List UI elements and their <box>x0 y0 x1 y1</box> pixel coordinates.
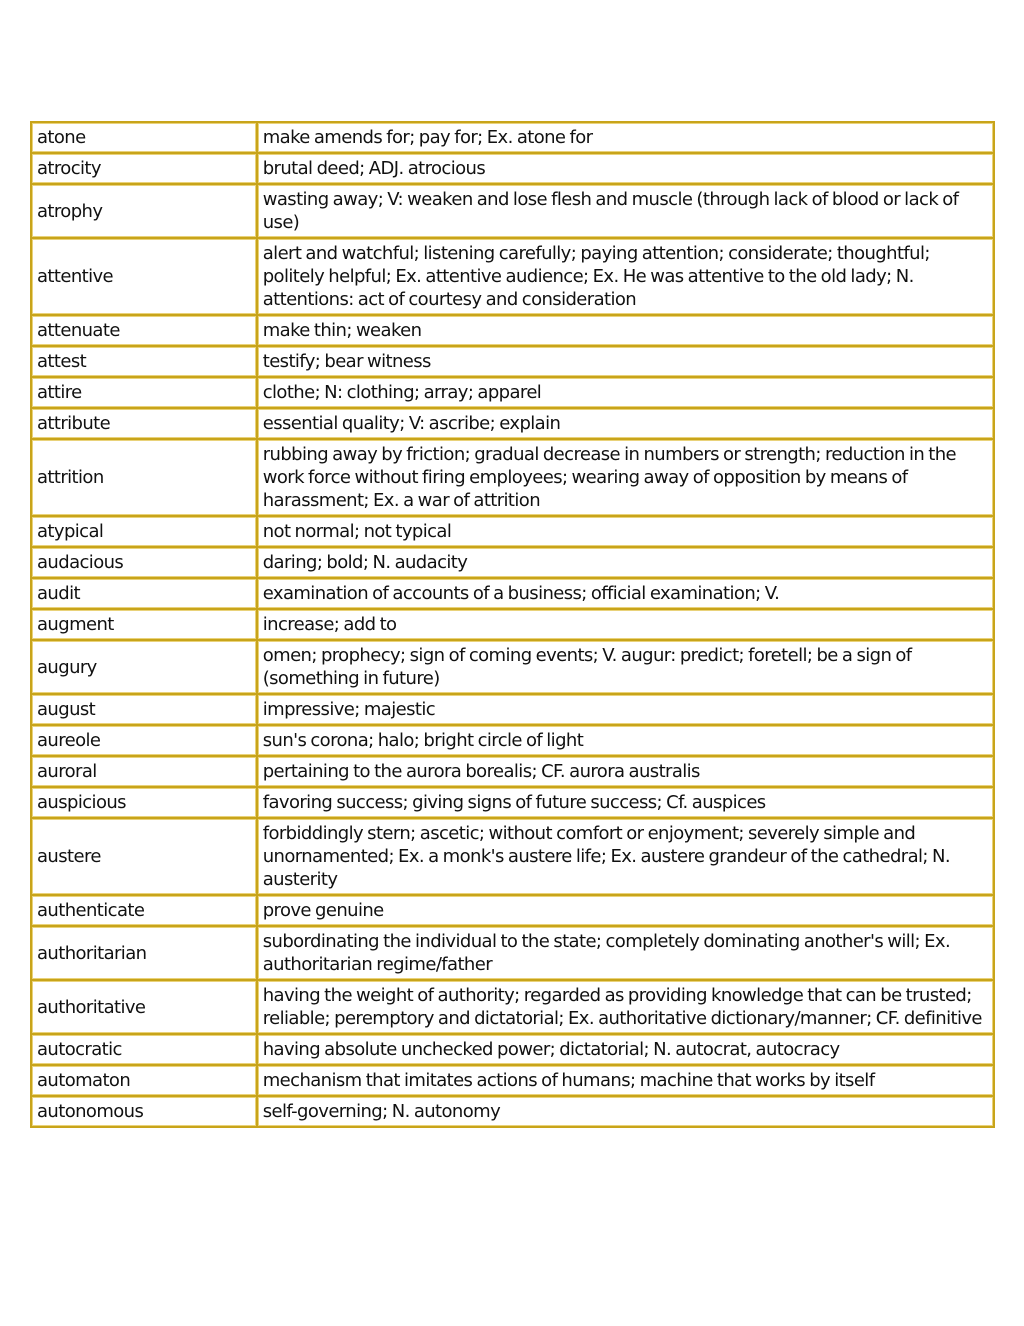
definition-cell: omen; prophecy; sign of coming events; V. augur: predict; foretell; be a sign of (something in future) <box>257 640 994 694</box>
definition-cell: subordinating the individual to the state; completely dominating another's will; Ex. authoritarian regime/father <box>257 926 994 980</box>
term-cell: attenuate <box>31 315 257 346</box>
term-cell: attrition <box>31 439 257 516</box>
term-cell: augury <box>31 640 257 694</box>
term-cell: atypical <box>31 516 257 547</box>
term-cell: authoritative <box>31 980 257 1034</box>
definition-cell: clothe; N: clothing; array; apparel <box>257 377 994 408</box>
table-row <box>31 609 994 640</box>
table-row <box>31 980 994 1034</box>
term-cell: audit <box>31 578 257 609</box>
definition-cell: prove genuine <box>257 895 994 926</box>
table-row <box>31 122 994 153</box>
table-row <box>31 926 994 980</box>
table-row <box>31 439 994 516</box>
definition-cell: rubbing away by friction; gradual decrease in numbers or strength; reduction in the work force without firing employees; wearing away of opposition by means of harassment; Ex. a war of attrition <box>257 439 994 516</box>
table-row <box>31 818 994 895</box>
term-cell: atone <box>31 122 257 153</box>
definition-cell: impressive; majestic <box>257 694 994 725</box>
definition-cell: having the weight of authority; regarded as providing knowledge that can be trusted; reliable; peremptory and dictatorial; Ex. authoritative dictionary/manner; CF. definitive <box>257 980 994 1034</box>
table-row <box>31 725 994 756</box>
term-cell: augment <box>31 609 257 640</box>
table-row <box>31 516 994 547</box>
definition-cell: not normal; not typical <box>257 516 994 547</box>
term-cell: attribute <box>31 408 257 439</box>
vocabulary-table-body <box>31 122 994 1127</box>
definition-cell: daring; bold; N. audacity <box>257 547 994 578</box>
definition-cell: favoring success; giving signs of future success; Cf. auspices <box>257 787 994 818</box>
table-row <box>31 1034 994 1065</box>
definition-cell: testify; bear witness <box>257 346 994 377</box>
table-row <box>31 787 994 818</box>
term-cell: authenticate <box>31 895 257 926</box>
term-cell: autocratic <box>31 1034 257 1065</box>
table-row <box>31 346 994 377</box>
table-row <box>31 895 994 926</box>
definition-cell: sun's corona; halo; bright circle of light <box>257 725 994 756</box>
definition-cell: pertaining to the aurora borealis; CF. aurora australis <box>257 756 994 787</box>
term-cell: autonomous <box>31 1096 257 1127</box>
table-row <box>31 640 994 694</box>
term-cell: atrocity <box>31 153 257 184</box>
term-cell: authoritarian <box>31 926 257 980</box>
vocabulary-table <box>30 121 995 1128</box>
table-row <box>31 1065 994 1096</box>
term-cell: automaton <box>31 1065 257 1096</box>
definition-cell: forbiddingly stern; ascetic; without comfort or enjoyment; severely simple and unornamented; Ex. a monk's austere life; Ex. austere grandeur of the cathedral; N. austerity <box>257 818 994 895</box>
term-cell: austere <box>31 818 257 895</box>
term-cell: atrophy <box>31 184 257 238</box>
table-row <box>31 377 994 408</box>
definition-cell: essential quality; V: ascribe; explain <box>257 408 994 439</box>
definition-cell: mechanism that imitates actions of humans; machine that works by itself <box>257 1065 994 1096</box>
term-cell: audacious <box>31 547 257 578</box>
term-cell: august <box>31 694 257 725</box>
table-row <box>31 153 994 184</box>
definition-cell: self-governing; N. autonomy <box>257 1096 994 1127</box>
table-row <box>31 184 994 238</box>
definition-cell: increase; add to <box>257 609 994 640</box>
term-cell: attentive <box>31 238 257 315</box>
table-row <box>31 408 994 439</box>
definition-cell: make amends for; pay for; Ex. atone for <box>257 122 994 153</box>
table-row <box>31 1096 994 1127</box>
definition-cell: brutal deed; ADJ. atrocious <box>257 153 994 184</box>
table-row <box>31 315 994 346</box>
definition-cell: wasting away; V: weaken and lose flesh and muscle (through lack of blood or lack of use) <box>257 184 994 238</box>
table-row <box>31 694 994 725</box>
definition-cell: examination of accounts of a business; official examination; V. <box>257 578 994 609</box>
definition-cell: alert and watchful; listening carefully; paying attention; considerate; thoughtful; politely helpful; Ex. attentive audience; Ex. He was attentive to the old lady; N. attentions: act of courtesy and consideration <box>257 238 994 315</box>
definition-cell: make thin; weaken <box>257 315 994 346</box>
term-cell: auroral <box>31 756 257 787</box>
table-row <box>31 756 994 787</box>
term-cell: auspicious <box>31 787 257 818</box>
term-cell: aureole <box>31 725 257 756</box>
term-cell: attire <box>31 377 257 408</box>
definition-cell: having absolute unchecked power; dictatorial; N. autocrat, autocracy <box>257 1034 994 1065</box>
table-row <box>31 238 994 315</box>
table-row <box>31 578 994 609</box>
term-cell: attest <box>31 346 257 377</box>
table-row <box>31 547 994 578</box>
